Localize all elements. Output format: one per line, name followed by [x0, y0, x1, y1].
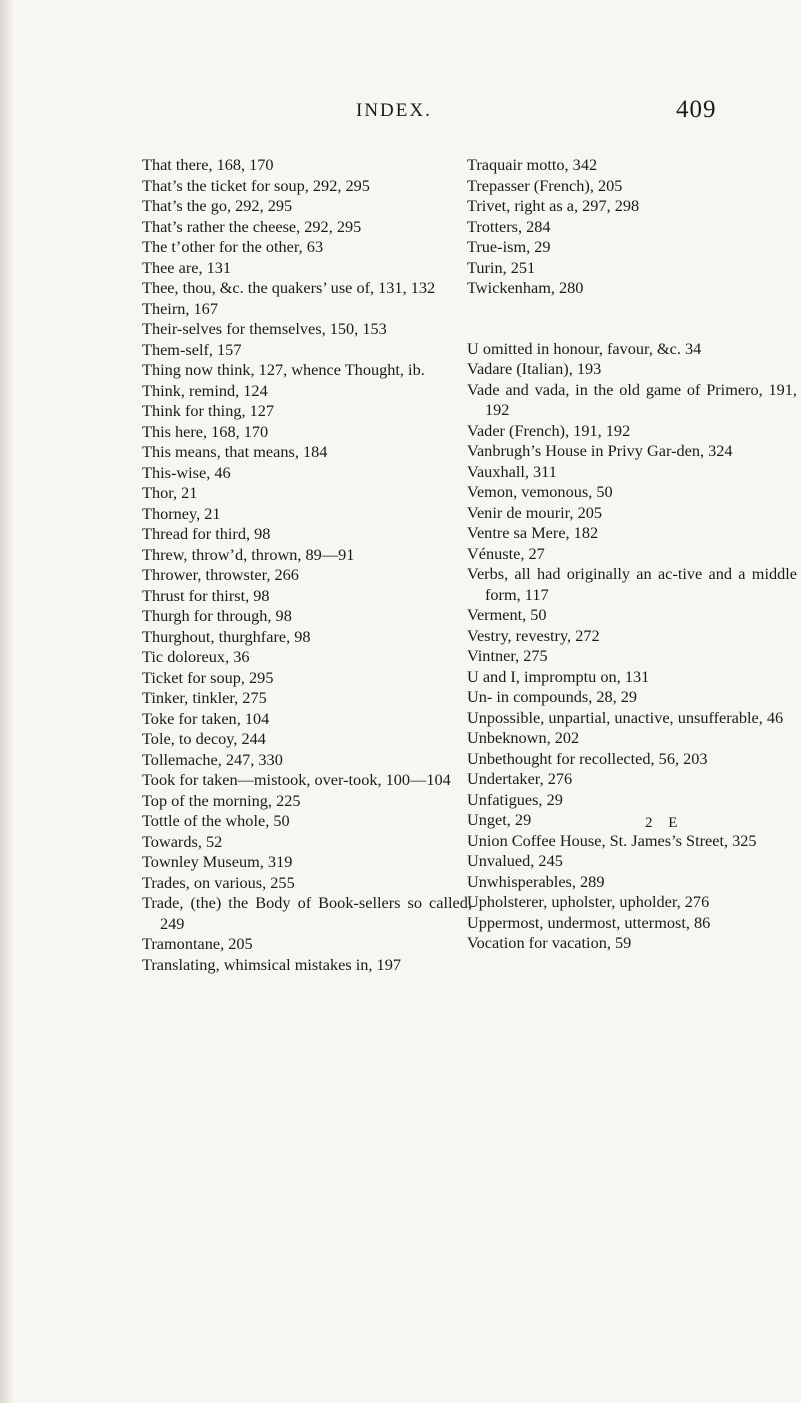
- index-entry: Vemon, vemonous, 50: [467, 482, 613, 501]
- index-entry: Townley Museum, 319: [142, 852, 293, 871]
- index-entry: Twickenham, 280: [467, 278, 584, 297]
- index-entry: Thorney, 21: [142, 503, 221, 523]
- page-number: 409: [676, 96, 717, 123]
- index-entry: Tic doloreux, 36: [142, 647, 250, 666]
- index-entry: Vénuste, 27: [467, 543, 545, 563]
- index-entry: Toke for taken, 104: [142, 708, 270, 728]
- index-entry: U and I, impromptu on, 131: [467, 666, 650, 686]
- index-entry: Trivet, right as a, 297, 298: [467, 196, 640, 215]
- index-entry: Trepasser (French), 205: [467, 175, 623, 195]
- index-entry: Trades, on various, 255: [142, 872, 295, 892]
- index-entry: Threw, throw’d, thrown, 89—91: [142, 544, 355, 564]
- index-entry: This means, that means, 184: [142, 442, 328, 461]
- index-entry: Unwhisperables, 289: [467, 871, 605, 891]
- index-entry: Unbeknown, 202: [467, 728, 580, 747]
- index-entry: Tottle of the whole, 50: [142, 811, 290, 830]
- index-entry: Verbs, all had originally an ac-tive and a middle form, 117: [467, 564, 797, 604]
- index-entry: Vader (French), 191, 192: [467, 420, 631, 440]
- index-entry: This here, 168, 170: [142, 421, 269, 441]
- index-entry: Unpossible, unpartial, unactive, unsufferable, 46: [467, 707, 784, 727]
- index-entry: Think for thing, 127: [142, 401, 275, 420]
- index-entry: Undertaker, 276: [467, 769, 573, 788]
- index-entry: Thurgh for through, 98: [142, 606, 292, 625]
- index-entry: Traquair motto, 342: [467, 155, 598, 174]
- index-entry: Them-self, 157: [142, 339, 242, 359]
- index-entry: Thing now think, 127, whence Thought, ib.: [142, 360, 425, 379]
- index-entry: Tollemache, 247, 330: [142, 749, 283, 769]
- index-entry: Turin, 251: [467, 257, 536, 277]
- index-entry: Upholsterer, upholster, upholder, 276: [467, 892, 710, 911]
- index-entry: Unbethought for recollected, 56, 203: [467, 748, 708, 768]
- index-entry: Venir de mourir, 205: [467, 502, 602, 522]
- index-entry: Vanbrugh’s House in Privy Gar-den, 324: [467, 441, 733, 460]
- index-entry: Translating, whimsical mistakes in, 197: [142, 954, 401, 974]
- index-entry: Thread for third, 98: [142, 524, 271, 543]
- signature-mark: 2 E: [645, 815, 684, 831]
- index-entry: Thrower, throwster, 266: [142, 565, 299, 584]
- index-entry: True-ism, 29: [467, 237, 551, 256]
- index-entry: Vintner, 275: [467, 646, 548, 665]
- index-entry: Un- in compounds, 28, 29: [467, 687, 638, 706]
- index-entry: Unfatigues, 29: [467, 789, 563, 809]
- index-column-left: [142, 155, 472, 975]
- index-entry: Thee are, 131: [142, 257, 232, 277]
- index-entry: Tramontane, 205: [142, 934, 253, 953]
- index-entry: Think, remind, 124: [142, 380, 268, 400]
- index-entry: Trotters, 284: [467, 216, 551, 236]
- index-column-right: [467, 155, 797, 954]
- index-entry: Unget, 29: [467, 810, 532, 829]
- index-entry: Took for taken—mistook, over-took, 100—104: [142, 770, 451, 789]
- index-entry: Thurghout, thurghfare, 98: [142, 626, 311, 646]
- index-entry: Vauxhall, 311: [467, 461, 557, 481]
- page-header: [0, 96, 801, 136]
- index-entry: U omitted in honour, favour, &c. 34: [467, 338, 702, 358]
- index-entry: That’s the go, 292, 295: [142, 196, 293, 215]
- index-entry: Thrust for thirst, 98: [142, 585, 270, 605]
- index-entry: This-wise, 46: [142, 462, 231, 482]
- index-entry: The t’other for the other, 63: [142, 237, 324, 256]
- index-entry: Uppermost, undermost, uttermost, 86: [467, 912, 711, 932]
- index-entry: That’s rather the cheese, 292, 295: [142, 216, 362, 236]
- index-entry: Unvalued, 245: [467, 851, 563, 870]
- index-entry: Towards, 52: [142, 831, 223, 851]
- index-entry: Ticket for soup, 295: [142, 667, 274, 687]
- index-entry: Thee, thou, &c. the quakers’ use of, 131, 132: [142, 278, 436, 297]
- index-entry: That there, 168, 170: [142, 155, 274, 174]
- index-entry: Verment, 50: [467, 605, 547, 624]
- index-entry: Vade and vada, in the old game of Primero, 191, 192: [467, 379, 797, 419]
- index-entry: Their-selves for themselves, 150, 153: [142, 319, 387, 338]
- index-entry: Tinker, tinkler, 275: [142, 688, 267, 707]
- index-entry: Thor, 21: [142, 483, 198, 502]
- index-entry: Top of the morning, 225: [142, 790, 301, 810]
- index-entry: Vocation for vacation, 59: [467, 933, 632, 952]
- page-edge-shadow: [0, 0, 14, 1403]
- section-gap: [467, 299, 797, 339]
- index-entry: Ventre sa Mere, 182: [467, 523, 599, 542]
- index-entry: Theirn, 167: [142, 298, 218, 318]
- index-entry: Tole, to decoy, 244: [142, 729, 266, 748]
- index-entry: That’s the ticket for soup, 292, 295: [142, 175, 370, 195]
- running-title: INDEX.: [356, 100, 432, 121]
- index-entry: Vestry, revestry, 272: [467, 625, 600, 645]
- index-entry: Vadare (Italian), 193: [467, 359, 602, 378]
- index-entry: Union Coffee House, St. James’s Street, 325: [467, 830, 757, 850]
- index-entry: Trade, (the) the Body of Book-sellers so called, 249: [142, 893, 472, 933]
